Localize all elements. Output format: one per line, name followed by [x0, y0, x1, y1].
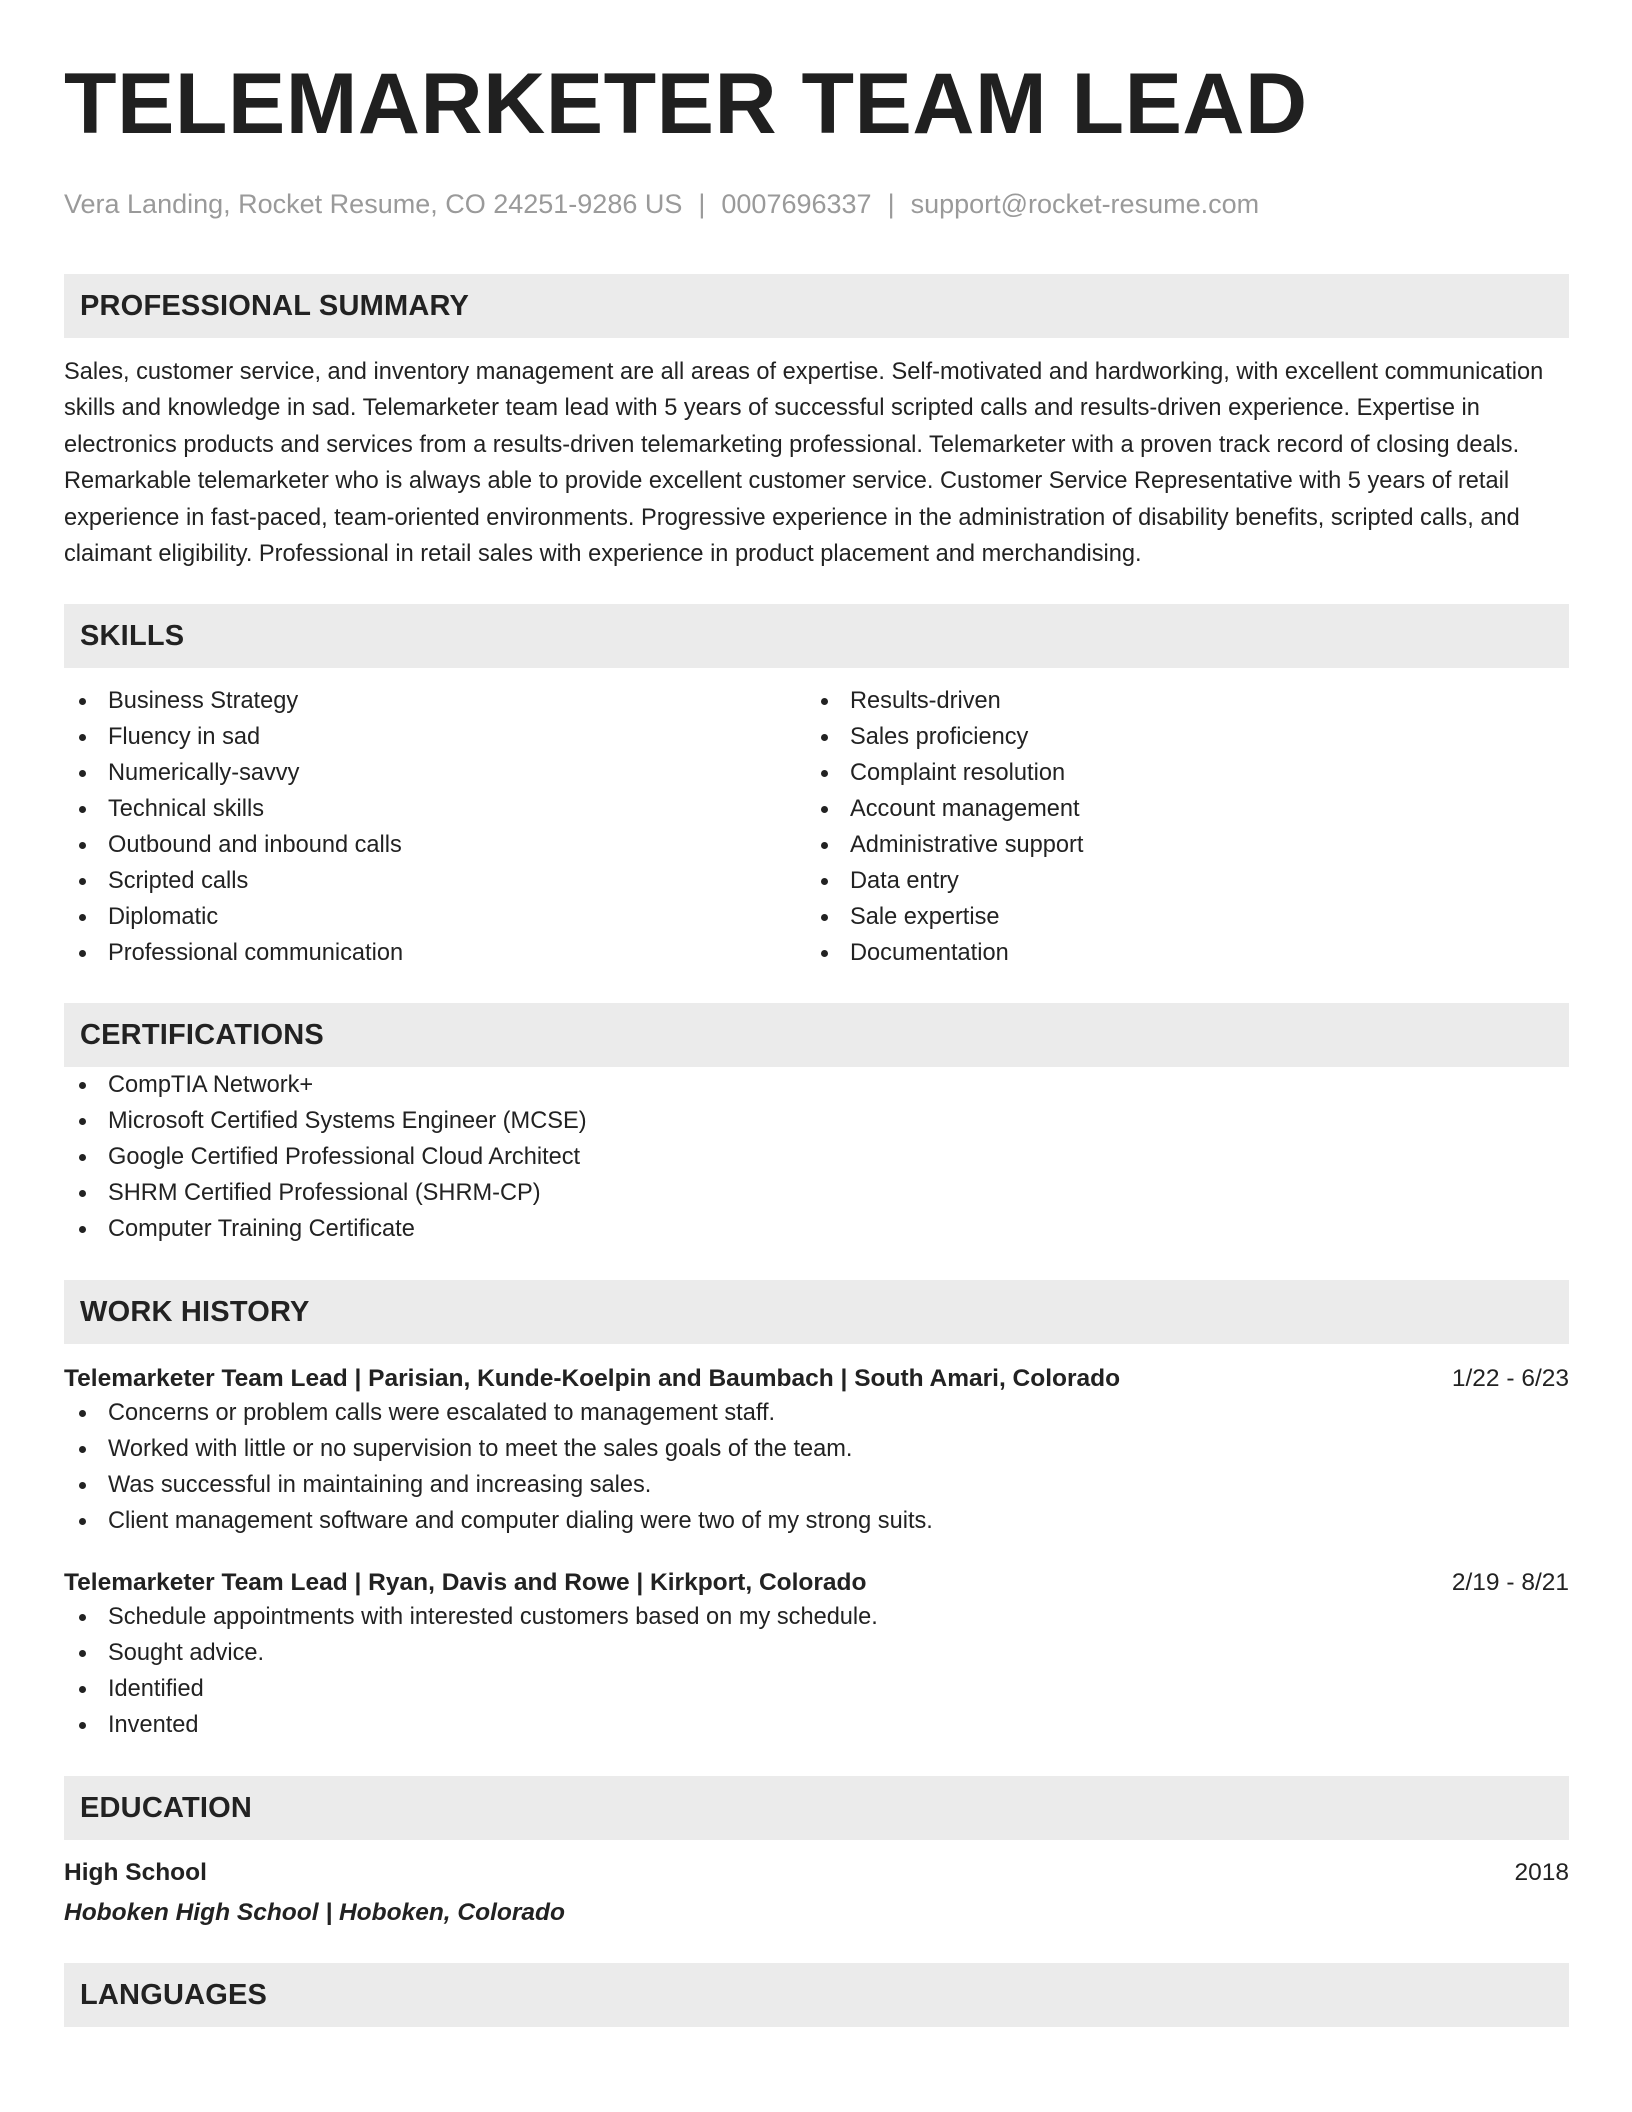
section-heading-languages: LANGUAGES [64, 1963, 1569, 2027]
section-heading-work-history: WORK HISTORY [64, 1280, 1569, 1344]
job-header [64, 1567, 1569, 1599]
contact-phone: 0007696337 [721, 189, 872, 219]
job-bullet: Was successful in maintaining and increasing sales. [64, 1467, 1569, 1503]
education-school: Hoboken High School | Hoboken, Colorado [64, 1899, 565, 1927]
skill-item: Administrative support [806, 827, 1548, 863]
certifications-list [64, 1067, 1569, 1247]
skill-item: Numerically-savvy [64, 755, 806, 791]
certification-item: Microsoft Certified Systems Engineer (MCSE) [64, 1103, 1569, 1139]
skill-item: Account management [806, 791, 1548, 827]
skills-grid [64, 683, 1569, 971]
section-heading-education: EDUCATION [64, 1776, 1569, 1840]
certification-item: SHRM Certified Professional (SHRM-CP) [64, 1175, 1569, 1211]
summary-text: Sales, customer service, and inventory management are all areas of expertise. Self-motivated and hardworking, with excellent communication skills and knowledge in sad. Telemarketer team lead with 5 years of successful scripted calls and results-driven experience. Expertise in electronics products and services from a results-driven telemarketing professional. Telemarketer with a proven track record of closing deals. Remarkable telemarketer who is always able to provide excellent customer service. Customer Service Representative with 5 years of retail experience in fast-paced, team-oriented environments. Progressive experience in the administration of disability benefits, scripted calls, and claimant eligibility. Professional in retail sales with experience in product placement and merchandising. [64, 359, 1544, 568]
resume-name: TELEMARKETER TEAM LEAD [64, 56, 1308, 152]
job-title: Telemarketer Team Lead | Parisian, Kunde-Koelpin and Baumbach | South Amari, Colorado [64, 1365, 1121, 1393]
education-degree: High School [64, 1859, 207, 1887]
contact-address: Vera Landing, Rocket Resume, CO 24251-9286 US [64, 189, 683, 219]
job-title: Telemarketer Team Lead | Ryan, Davis and Rowe | Kirkport, Colorado [64, 1569, 867, 1597]
job-bullet: Identified [64, 1671, 1569, 1707]
skill-item: Fluency in sad [64, 719, 806, 755]
skill-item: Business Strategy [64, 683, 806, 719]
skill-item: Documentation [806, 935, 1548, 971]
section-heading-skills: SKILLS [64, 604, 1569, 668]
skill-item: Scripted calls [64, 863, 806, 899]
section-heading-summary: PROFESSIONAL SUMMARY [64, 274, 1569, 338]
job-bullet: Worked with little or no supervision to meet the sales goals of the team. [64, 1431, 1569, 1467]
contact-separator: | [698, 189, 706, 219]
skill-item: Results-driven [806, 683, 1548, 719]
skill-item: Data entry [806, 863, 1548, 899]
section-heading-certifications: CERTIFICATIONS [64, 1003, 1569, 1067]
skill-item: Complaint resolution [806, 755, 1548, 791]
certification-item: Computer Training Certificate [64, 1211, 1569, 1247]
skill-item: Sales proficiency [806, 719, 1548, 755]
job-bullets [64, 1599, 1569, 1743]
skills-column-right [806, 683, 1548, 971]
skill-item: Diplomatic [64, 899, 806, 935]
skill-item: Technical skills [64, 791, 806, 827]
job-dates: 2/19 - 8/21 [1451, 1569, 1569, 1597]
certification-item: CompTIA Network+ [64, 1067, 1569, 1103]
skill-item: Professional communication [64, 935, 806, 971]
job-bullet: Invented [64, 1707, 1569, 1743]
job-bullet: Concerns or problem calls were escalated to management staff. [64, 1395, 1569, 1431]
contact-line [64, 188, 1569, 220]
contact-separator: | [887, 189, 895, 219]
skill-item: Outbound and inbound calls [64, 827, 806, 863]
job-dates: 1/22 - 6/23 [1451, 1365, 1569, 1393]
certification-item: Google Certified Professional Cloud Architect [64, 1139, 1569, 1175]
job-bullet: Sought advice. [64, 1635, 1569, 1671]
skills-column-left [64, 683, 806, 971]
job-bullet: Schedule appointments with interested customers based on my schedule. [64, 1599, 1569, 1635]
job-bullet: Client management software and computer dialing were two of my strong suits. [64, 1503, 1569, 1539]
job-bullets [64, 1395, 1569, 1539]
job-header [64, 1363, 1569, 1395]
education-year: 2018 [1514, 1859, 1569, 1887]
contact-email: support@rocket-resume.com [910, 189, 1260, 219]
skill-item: Sale expertise [806, 899, 1548, 935]
education-header [64, 1857, 1569, 1889]
